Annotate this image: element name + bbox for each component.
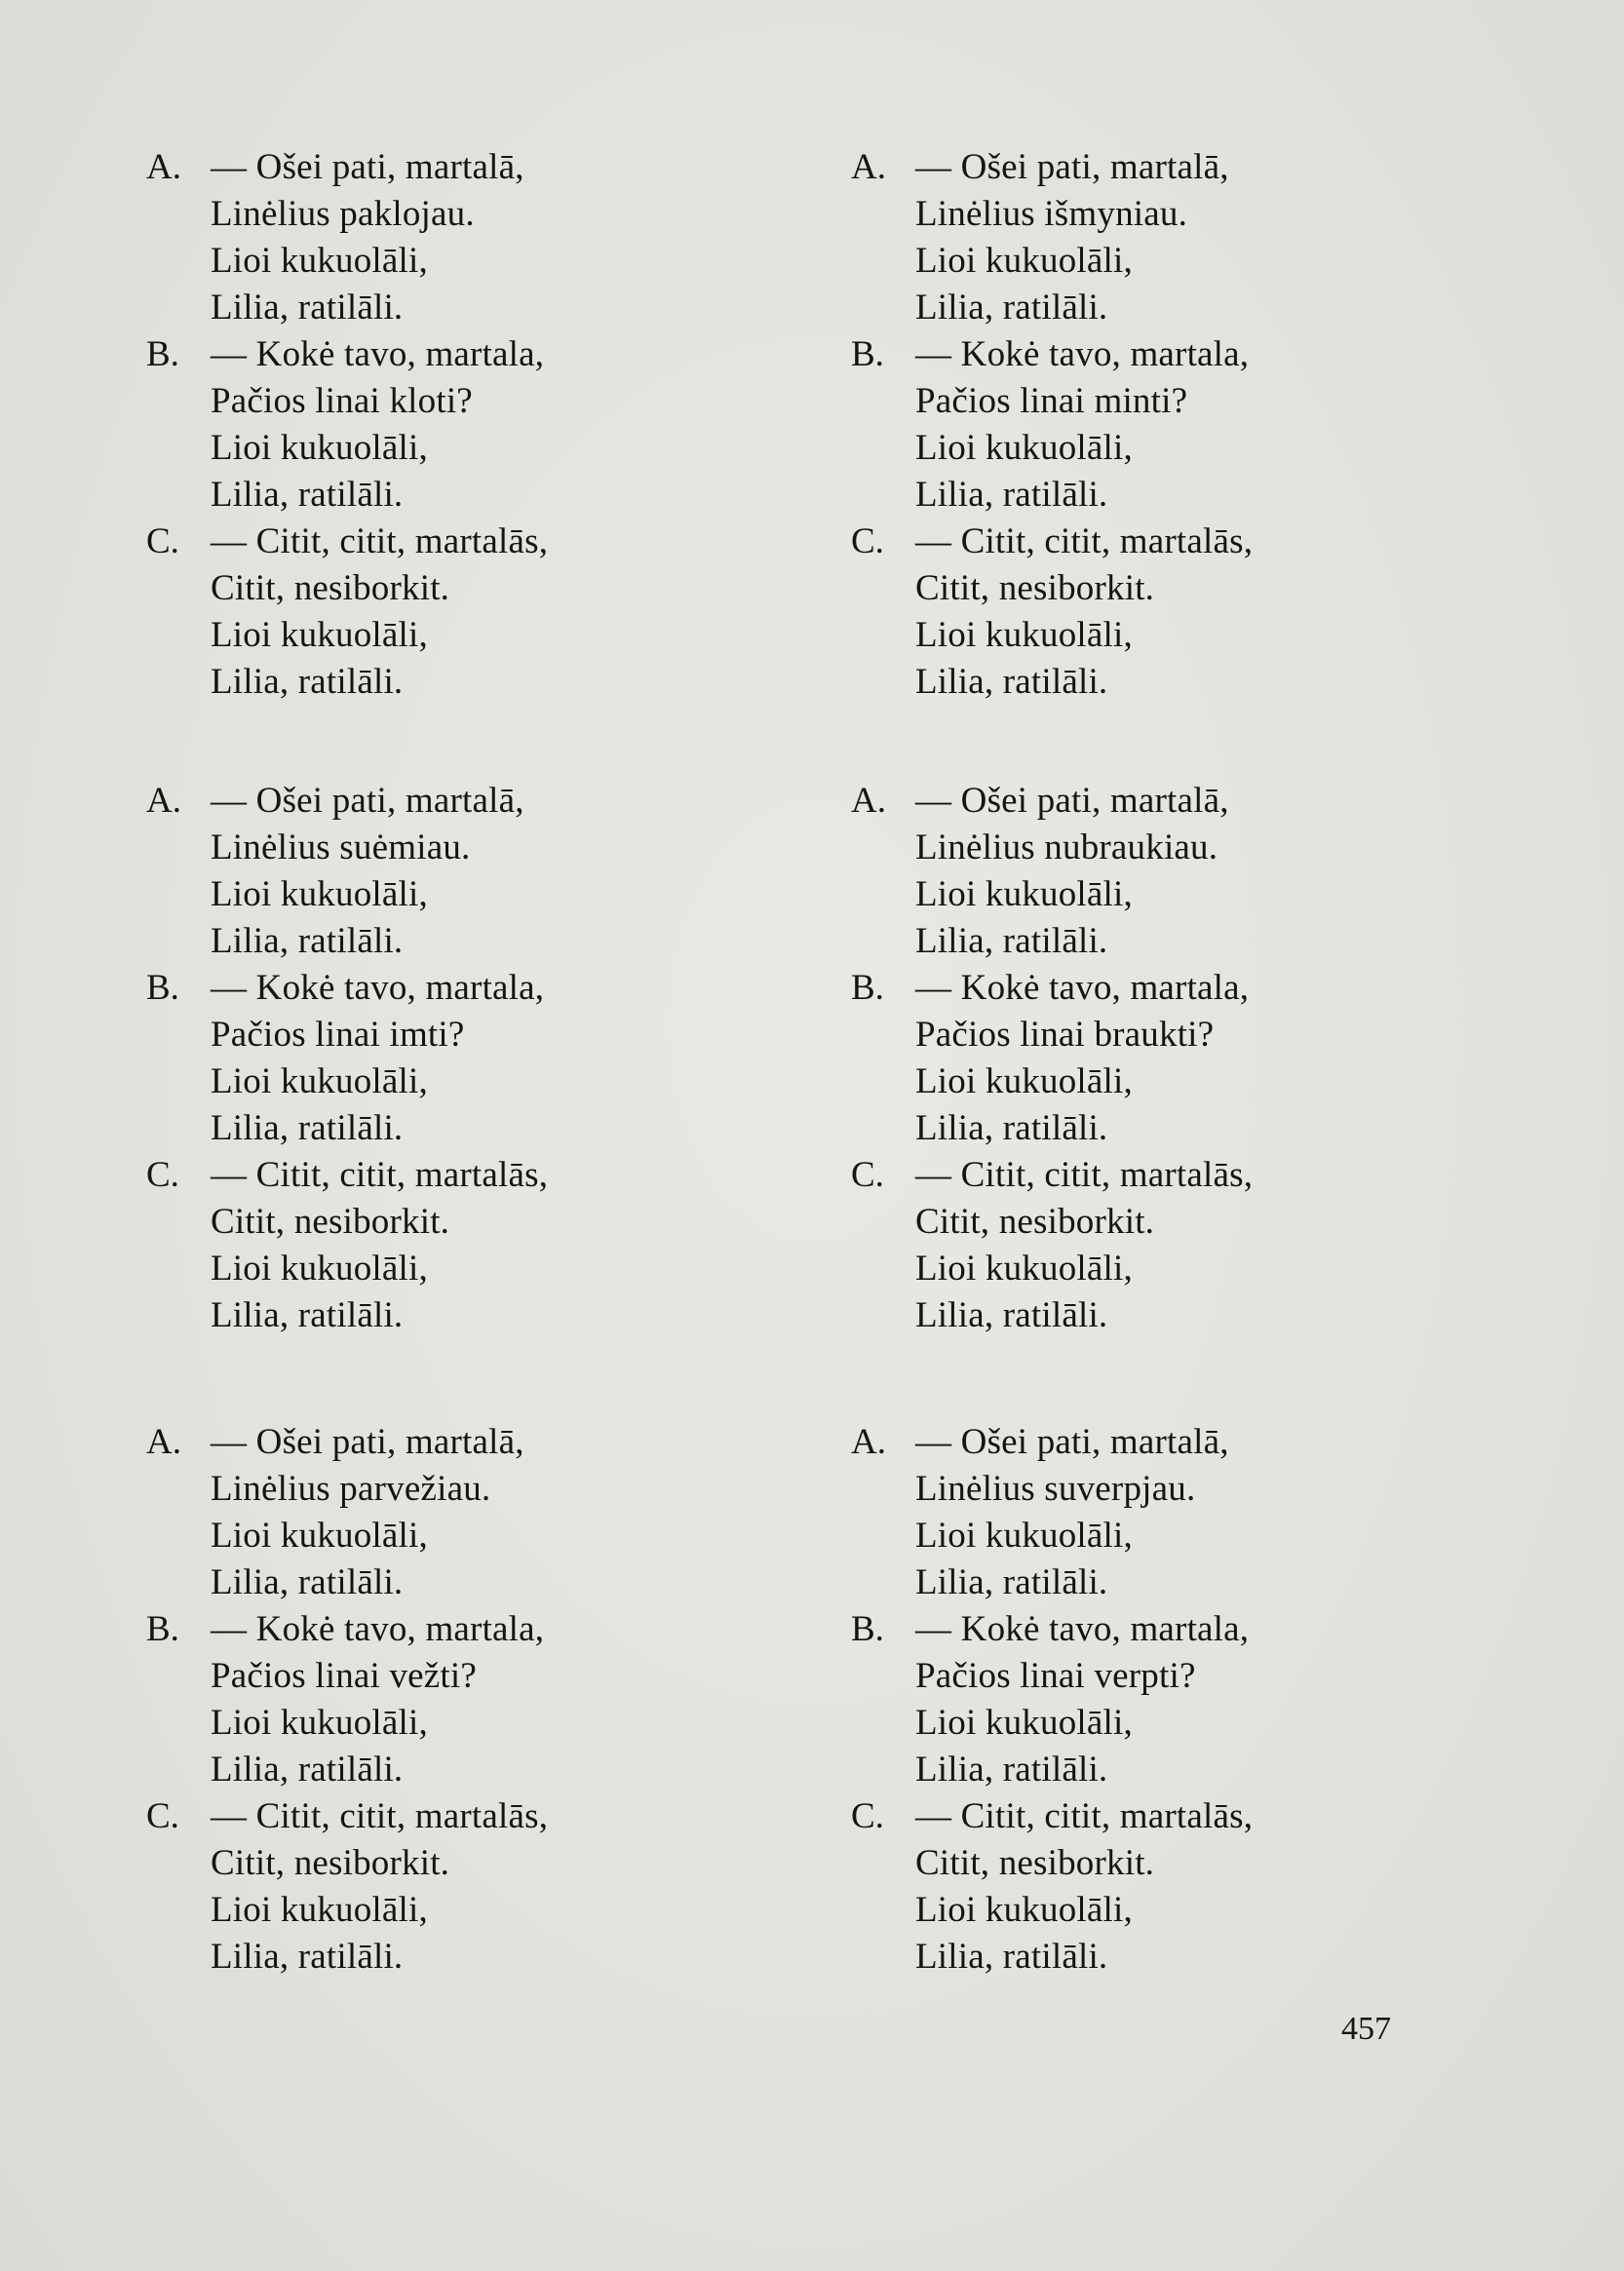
speaker-marker: A. xyxy=(851,1422,886,1462)
verse-line: Lilia, ratilāli. xyxy=(915,662,1108,702)
speaker-marker: C. xyxy=(146,1155,179,1195)
verse-line: — Kokė tavo, martala, xyxy=(915,1609,1250,1649)
speaker-marker: B. xyxy=(851,1609,884,1649)
verse-line: Citit, nesiborkit. xyxy=(915,568,1155,608)
verse-line: Lilia, ratilāli. xyxy=(211,921,404,961)
song-section-2-right xyxy=(851,778,1436,1339)
verse-line: Lilia, ratilāli. xyxy=(915,1937,1108,1977)
stanza-a xyxy=(851,1419,1436,1606)
song-section-2-left xyxy=(146,778,731,1339)
speaker-marker: C. xyxy=(146,521,179,561)
verse-line: — Citit, citit, martalās, xyxy=(211,1796,549,1836)
speaker-marker: C. xyxy=(146,1796,179,1836)
verse-line: Lioi kukuolāli, xyxy=(915,615,1133,655)
stanza-a xyxy=(851,778,1436,965)
verse-line: — Citit, citit, martalās, xyxy=(915,1796,1254,1836)
verse-line: — Kokė tavo, martala, xyxy=(915,334,1250,374)
verse-line: Lilia, ratilāli. xyxy=(211,1750,404,1790)
verse-line: Pačios linai verpti? xyxy=(915,1656,1196,1696)
verse-line: Pačios linai braukti? xyxy=(915,1015,1215,1055)
speaker-marker: A. xyxy=(146,781,181,821)
speaker-marker: B. xyxy=(146,968,179,1008)
verse-line: Lilia, ratilāli. xyxy=(211,662,404,702)
verse-line: Lioi kukuolāli, xyxy=(915,1516,1133,1556)
verse-line: Lioi kukuolāli, xyxy=(211,1061,428,1101)
verse-line: Lilia, ratilāli. xyxy=(211,1108,404,1148)
stanza-c xyxy=(851,519,1436,706)
stanza-b xyxy=(851,1606,1436,1793)
verse-line: Pačios linai minti? xyxy=(915,381,1188,421)
stanza-a xyxy=(146,1419,731,1606)
verse-line: Lioi kukuolāli, xyxy=(211,1516,428,1556)
verse-line: Lioi kukuolāli, xyxy=(211,241,428,281)
stanza-b xyxy=(146,965,731,1152)
verse-line: Lilia, ratilāli. xyxy=(915,288,1108,327)
speaker-marker: B. xyxy=(851,968,884,1008)
verse-line: Lilia, ratilāli. xyxy=(211,1562,404,1602)
verse-line: Lilia, ratilāli. xyxy=(915,1295,1108,1335)
verse-line: Lioi kukuolāli, xyxy=(915,1249,1133,1289)
verse-line: Lioi kukuolāli, xyxy=(211,1249,428,1289)
verse-line: Citit, nesiborkit. xyxy=(915,1202,1155,1242)
verse-line: — Ošei pati, martalā, xyxy=(211,1422,524,1462)
stanza-c xyxy=(146,519,731,706)
verse-line: — Ošei pati, martalā, xyxy=(211,147,524,187)
song-section-3-right xyxy=(851,1419,1436,1981)
speaker-marker: B. xyxy=(851,334,884,374)
verse-line: — Ošei pati, martalā, xyxy=(211,781,524,821)
verse-line: Lioi kukuolāli, xyxy=(915,874,1133,914)
speaker-marker: C. xyxy=(851,1796,884,1836)
verse-line: — Kokė tavo, martala, xyxy=(211,334,545,374)
verse-line: Pačios linai vežti? xyxy=(211,1656,477,1696)
speaker-marker: C. xyxy=(851,521,884,561)
stanza-b xyxy=(146,1606,731,1793)
speaker-marker: B. xyxy=(146,1609,179,1649)
verse-line: Lilia, ratilāli. xyxy=(915,1108,1108,1148)
verse-line: Lioi kukuolāli, xyxy=(211,874,428,914)
verse-line: Lioi kukuolāli, xyxy=(915,1703,1133,1743)
verse-line: Citit, nesiborkit. xyxy=(211,1202,450,1242)
song-section-1-right xyxy=(851,144,1436,706)
verse-line: Lilia, ratilāli. xyxy=(211,288,404,327)
verse-line: Lioi kukuolāli, xyxy=(211,1703,428,1743)
verse-line: — Kokė tavo, martala, xyxy=(915,968,1250,1008)
stanza-b xyxy=(851,331,1436,519)
verse-line: — Ošei pati, martalā, xyxy=(915,781,1229,821)
verse-line: Lioi kukuolāli, xyxy=(211,1890,428,1930)
speaker-marker: A. xyxy=(851,781,886,821)
verse-line: Linėlius paklojau. xyxy=(211,194,475,234)
verse-line: Lilia, ratilāli. xyxy=(915,921,1108,961)
stanza-a xyxy=(146,778,731,965)
page-number: 457 xyxy=(1341,2011,1391,2047)
stanza-c xyxy=(146,1793,731,1981)
stanza-a xyxy=(146,144,731,331)
verse-line: — Kokė tavo, martala, xyxy=(211,1609,545,1649)
verse-line: — Citit, citit, martalās, xyxy=(915,521,1254,561)
song-section-1-left xyxy=(146,144,731,706)
verse-line: Lilia, ratilāli. xyxy=(211,1937,404,1977)
stanza-c xyxy=(146,1152,731,1339)
verse-line: Lioi kukuolāli, xyxy=(915,1061,1133,1101)
verse-line: Linėlius nubraukiau. xyxy=(915,828,1218,867)
verse-line: — Kokė tavo, martala, xyxy=(211,968,545,1008)
speaker-marker: C. xyxy=(851,1155,884,1195)
speaker-marker: A. xyxy=(146,1422,181,1462)
verse-line: Pačios linai imti? xyxy=(211,1015,465,1055)
verse-line: — Citit, citit, martalās, xyxy=(211,521,549,561)
verse-line: Lilia, ratilāli. xyxy=(211,475,404,515)
stanza-b xyxy=(146,331,731,519)
verse-line: Lilia, ratilāli. xyxy=(211,1295,404,1335)
verse-line: Citit, nesiborkit. xyxy=(915,1843,1155,1883)
verse-line: Citit, nesiborkit. xyxy=(211,1843,450,1883)
verse-line: Lioi kukuolāli, xyxy=(915,428,1133,468)
stanza-c xyxy=(851,1152,1436,1339)
verse-line: — Citit, citit, martalās, xyxy=(915,1155,1254,1195)
verse-line: Lioi kukuolāli, xyxy=(915,241,1133,281)
speaker-marker: A. xyxy=(146,147,181,187)
verse-line: Lioi kukuolāli, xyxy=(211,615,428,655)
song-section-3-left xyxy=(146,1419,731,1981)
verse-line: — Citit, citit, martalās, xyxy=(211,1155,549,1195)
speaker-marker: A. xyxy=(851,147,886,187)
verse-line: Lilia, ratilāli. xyxy=(915,1750,1108,1790)
verse-line: Linėlius išmyniau. xyxy=(915,194,1188,234)
verse-line: Lioi kukuolāli, xyxy=(915,1890,1133,1930)
stanza-a xyxy=(851,144,1436,331)
verse-line: — Ošei pati, martalā, xyxy=(915,147,1229,187)
stanza-c xyxy=(851,1793,1436,1981)
speaker-marker: B. xyxy=(146,334,179,374)
verse-line: Linėlius parvežiau. xyxy=(211,1469,491,1509)
verse-line: Citit, nesiborkit. xyxy=(211,568,450,608)
verse-line: Linėlius suėmiau. xyxy=(211,828,471,867)
verse-line: — Ošei pati, martalā, xyxy=(915,1422,1229,1462)
verse-line: Lilia, ratilāli. xyxy=(915,475,1108,515)
verse-line: Linėlius suverpjau. xyxy=(915,1469,1196,1509)
verse-line: Lilia, ratilāli. xyxy=(915,1562,1108,1602)
stanza-b xyxy=(851,965,1436,1152)
verse-line: Pačios linai kloti? xyxy=(211,381,473,421)
verse-line: Lioi kukuolāli, xyxy=(211,428,428,468)
